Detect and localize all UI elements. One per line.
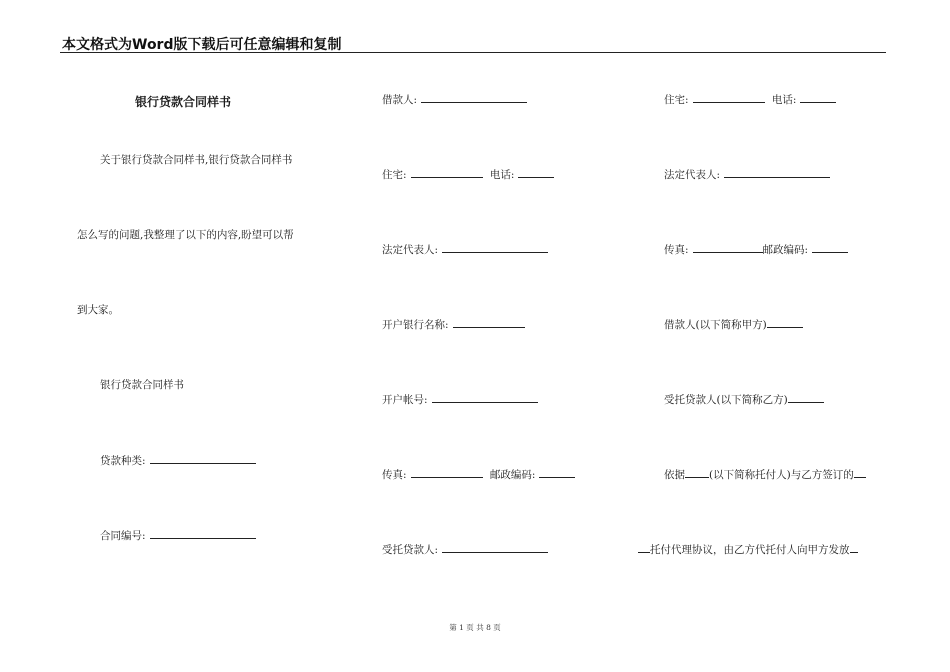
- lender-party-b-text: 受托贷款人(以下简称乙方): [664, 394, 788, 406]
- legal-rep-label-2: 法定代表人:: [664, 169, 721, 181]
- entrusted-lender-blank: [442, 542, 548, 553]
- page-footer: 第 1 页 共 8 页: [449, 623, 501, 632]
- postal-code-label-2: 邮政编码:: [762, 244, 809, 256]
- intro-line-1: 关于银行贷款合同样书,银行贷款合同样书: [100, 154, 293, 166]
- phone-blank: [518, 167, 554, 178]
- according-text-2: (以下简称托付人)与乙方签订的: [709, 469, 854, 481]
- agreement-blank-2: [850, 542, 858, 553]
- residence-phone-row-2: [664, 92, 836, 107]
- borrower-party-a-text: 借款人(以下简称甲方): [664, 319, 767, 331]
- loan-type-blank: [150, 453, 256, 464]
- phone-blank-2: [800, 92, 836, 103]
- legal-rep-label: 法定代表人:: [382, 244, 439, 256]
- entrusted-lender-label: 受托贷款人:: [382, 544, 439, 556]
- fax-label: 传真:: [382, 469, 407, 481]
- fax-blank: [411, 467, 483, 478]
- intro-line-2: 怎么写的问题,我整理了以下的内容,盼望可以帮: [77, 229, 294, 241]
- account-no-row: [382, 392, 538, 407]
- according-row: [664, 467, 866, 482]
- postal-code-blank: [539, 467, 575, 478]
- contract-no-row: [100, 528, 256, 543]
- residence-phone-row: [382, 167, 554, 182]
- bank-name-blank: [453, 317, 525, 328]
- loan-type-row: [100, 453, 256, 468]
- according-blank-2: [854, 467, 866, 478]
- residence-label: 住宅:: [382, 169, 407, 181]
- account-no-label: 开户帐号:: [382, 394, 428, 406]
- according-blank-1: [685, 467, 709, 478]
- postal-code-blank-2: [812, 242, 848, 253]
- fax-postal-row: [382, 467, 575, 482]
- residence-blank: [411, 167, 483, 178]
- bank-name-row: [382, 317, 525, 332]
- agreement-blank-1: [638, 542, 650, 553]
- bank-name-label: 开户银行名称:: [382, 319, 449, 331]
- borrower-party-a-row: [664, 317, 803, 332]
- legal-rep-row: [382, 242, 548, 257]
- document-title: 银行贷款合同样书: [135, 95, 232, 109]
- borrower-party-a-blank: [767, 317, 803, 328]
- residence-blank-2: [693, 92, 765, 103]
- document-header: 本文格式为Word版下载后可任意编辑和复制: [62, 37, 342, 53]
- fax-postal-row-2: [664, 242, 848, 257]
- intro-line-3: 到大家。: [77, 304, 119, 316]
- fax-blank-2: [693, 242, 763, 253]
- postal-code-label: 邮政编码:: [489, 469, 536, 481]
- according-text-1: 依据: [664, 469, 685, 481]
- header-divider: [60, 52, 886, 53]
- contract-no-label: 合同编号:: [100, 530, 146, 542]
- borrower-label: 借款人:: [382, 94, 418, 106]
- agreement-row: [638, 542, 858, 557]
- entrusted-lender-row: [382, 542, 548, 557]
- phone-label: 电话:: [489, 169, 515, 181]
- legal-rep-row-2: [664, 167, 830, 182]
- fax-label-2: 传真:: [664, 244, 689, 256]
- lender-party-b-row: [664, 392, 824, 407]
- borrower-row: [382, 92, 527, 107]
- account-no-blank: [432, 392, 538, 403]
- agreement-text: 托付代理协议，由乙方代托付人向甲方发放: [650, 544, 850, 556]
- subtitle: 银行贷款合同样书: [100, 379, 184, 391]
- legal-rep-blank: [442, 242, 548, 253]
- contract-no-blank: [150, 528, 256, 539]
- lender-party-b-blank: [788, 392, 824, 403]
- borrower-blank: [421, 92, 527, 103]
- residence-label-2: 住宅:: [664, 94, 689, 106]
- legal-rep-blank-2: [724, 167, 830, 178]
- phone-label-2: 电话:: [771, 94, 797, 106]
- loan-type-label: 贷款种类:: [100, 455, 146, 467]
